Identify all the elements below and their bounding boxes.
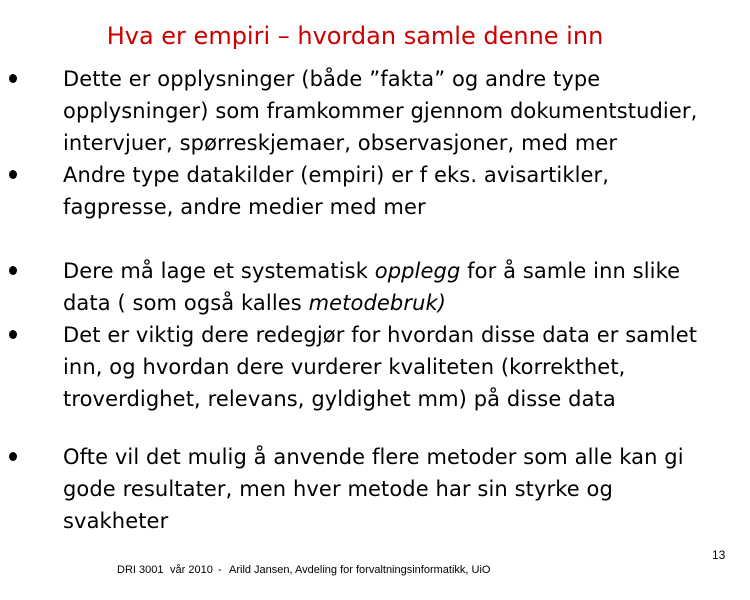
bullet-item bbox=[63, 441, 723, 537]
page-number: 13 bbox=[712, 548, 726, 562]
footer-semester: vår 2010 bbox=[170, 564, 213, 576]
bullet-dot-icon bbox=[9, 74, 17, 83]
bullet-text: Dette er opplysninger (både ”fakta” og andre type opplysninger) som framkommer gjennom dokumentstudier, intervjuer, spørreskjemaer, observasjoner, med mer bbox=[63, 67, 698, 155]
bullet-text-start: Dere må lage et systematisk bbox=[63, 259, 375, 283]
bullet-dot-icon bbox=[9, 170, 17, 179]
bullet-text-middle: for å samle inn slike data ( som også kalles bbox=[63, 259, 681, 315]
bullet-dot-icon bbox=[9, 452, 17, 461]
footer-author: Arild Jansen, Avdeling for forvaltningsinformatikk, UiO bbox=[229, 564, 491, 576]
footer-separator: - bbox=[218, 564, 222, 576]
bullet-dot-icon bbox=[9, 266, 17, 275]
bullet-item bbox=[63, 159, 723, 223]
emphasis-metodebruk: metodebruk) bbox=[308, 291, 447, 315]
slide-title: Hva er empiri – hvordan samle denne inn bbox=[106, 22, 604, 50]
bullet-dot-icon bbox=[9, 330, 17, 339]
bullet-item bbox=[63, 255, 723, 319]
bullet-item bbox=[63, 63, 723, 159]
bullet-text: Ofte vil det mulig å anvende flere metoder som alle kan gi gode resultater, men hver metode har sin styrke og svakheter bbox=[63, 445, 684, 533]
bullet-text: Det er viktig dere redegjør for hvordan disse data er samlet inn, og hvordan dere vurderer kvaliteten (korrekthet, troverdighet, relevans, gyldighet mm) på disse data bbox=[63, 323, 698, 411]
bullet-text: Andre type datakilder (empiri) er f eks. avisartikler, fagpresse, andre medier med mer bbox=[63, 163, 610, 219]
emphasis-opplegg: opplegg bbox=[374, 259, 461, 283]
footer-course: DRI 3001 bbox=[117, 564, 164, 576]
bullet-item bbox=[63, 319, 723, 415]
